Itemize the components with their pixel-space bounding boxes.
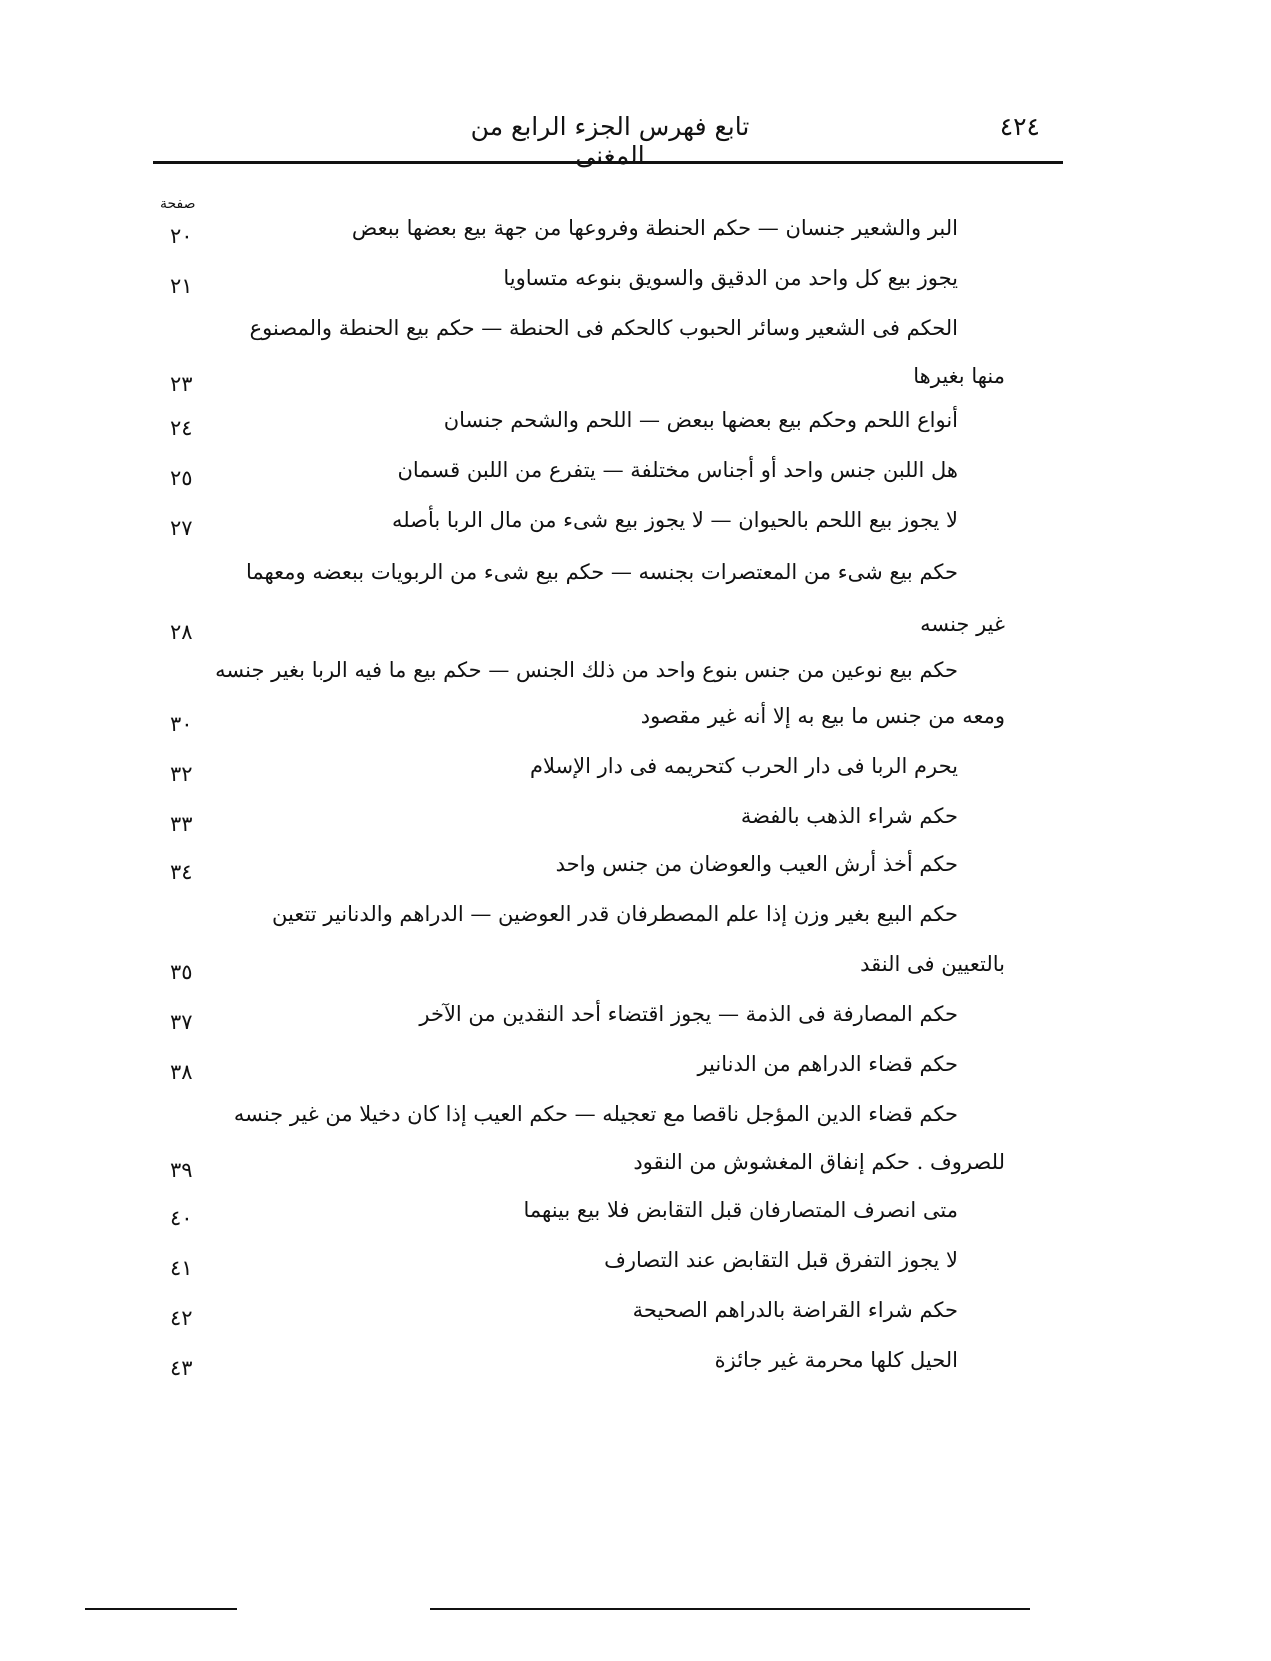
index-entry-page-number: ٢١ [170,274,193,298]
index-entry-page-number: ٣٩ [170,1158,193,1182]
index-entry-page-number: ٣٨ [170,1060,193,1084]
index-entry-text: حكم البيع بغير وزن إذا علم المصطرفان قدر العوضين — الدراهم والدنانير تتعين [272,902,958,926]
index-entry-page-number: ٣٤ [170,860,193,884]
index-entry-page-number: ٤١ [170,1256,193,1280]
index-entry-text: يجوز بيع كل واحد من الدقيق والسويق بنوعه متساويا [503,266,958,290]
index-entry-page-number: ٣٥ [170,960,193,984]
page-header-title: تابع فهرس الجزء الرابع من المغنى [470,112,750,170]
index-entry-text: حكم بيع شىء من المعتصرات بجنسه — حكم بيع شىء من الربويات ببعضه ومعهما [245,560,958,584]
page-column-label: صفحة [160,196,196,212]
index-entry-text: الحيل كلها محرمة غير جائزة [714,1348,958,1372]
index-entry-page-number: ٢٤ [170,416,193,440]
page-number: ٤٢٤ [999,112,1040,141]
footer-rule-short [85,1608,237,1610]
index-entry-continuation: غير جنسه [920,612,1005,636]
index-entry-text: هل اللبن جنس واحد أو أجناس مختلفة — يتفرع من اللبن قسمان [397,458,958,482]
index-entry-continuation: ومعه من جنس ما بيع به إلا أنه غير مقصود [640,704,1005,728]
index-entry-text: حكم قضاء الدراهم من الدنانير [697,1052,958,1076]
index-entry-text: حكم شراء الذهب بالفضة [740,804,958,828]
index-entry-page-number: ٢٠ [170,224,193,248]
index-entry-text: حكم المصارفة فى الذمة — يجوز اقتضاء أحد النقدين من الآخر [419,1002,958,1026]
index-entry-page-number: ٤٣ [170,1356,193,1380]
index-entry-text: حكم قضاء الدين المؤجل ناقصا مع تعجيله — حكم العيب إذا كان دخيلا من غير جنسه [233,1102,958,1126]
index-entry-page-number: ٢٨ [170,620,193,644]
index-entry-page-number: ٣٠ [170,712,193,736]
index-entry-text: أنواع اللحم وحكم بيع بعضها ببعض — اللحم والشحم جنسان [443,408,958,432]
index-entry-page-number: ٣٣ [170,812,193,836]
index-entry-page-number: ٢٣ [170,372,193,396]
index-entry-text: حكم أخذ أرش العيب والعوضان من جنس واحد [555,852,958,876]
index-entry-page-number: ٤٢ [170,1306,193,1330]
index-entry-text: لا يجوز التفرق قبل التقابض عند التصارف [604,1248,958,1272]
index-entry-continuation: بالتعيين فى النقد [860,952,1005,976]
footer-rule-long [430,1608,1030,1610]
index-entry-text: متى انصرف المتصارفان قبل التقابض فلا بيع بينهما [523,1198,958,1222]
index-entry-text: حكم شراء القراضة بالدراهم الصحيحة [632,1298,958,1322]
index-entry-text: لا يجوز بيع اللحم بالحيوان — لا يجوز بيع شىء من مال الربا بأصله [391,508,958,532]
index-entry-text: الحكم فى الشعير وسائر الحبوب كالحكم فى الحنطة — حكم بيع الحنطة والمصنوع [249,316,958,340]
header-rule [153,161,1063,164]
index-entry-page-number: ٣٢ [170,762,193,786]
index-entry-continuation: منها بغيرها [913,364,1005,388]
index-entry-page-number: ٣٧ [170,1010,193,1034]
index-entry-text: حكم بيع نوعين من جنس بنوع واحد من ذلك الجنس — حكم بيع ما فيه الربا بغير جنسه [215,658,958,682]
index-entry-page-number: ٢٥ [170,466,193,490]
index-entry-text: البر والشعير جنسان — حكم الحنطة وفروعها من جهة بيع بعضها ببعض [351,216,958,240]
index-entry-page-number: ٢٧ [170,516,193,540]
index-entry-page-number: ٤٠ [170,1206,193,1230]
index-entry-text: يحرم الربا فى دار الحرب كتحريمه فى دار الإسلام [530,754,958,778]
index-entry-continuation: للصروف . حكم إنفاق المغشوش من النقود [633,1150,1005,1174]
